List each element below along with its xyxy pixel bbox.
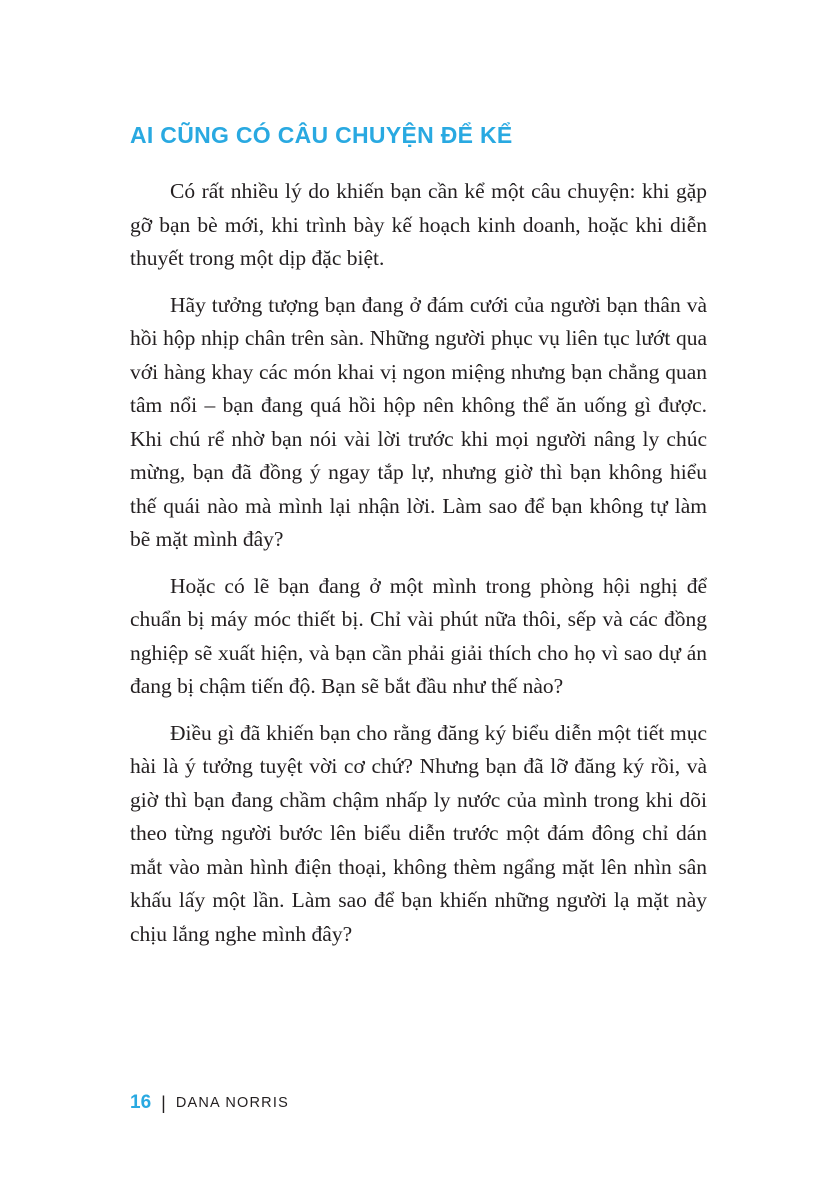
- author-name: DANA NORRIS: [175, 1095, 289, 1111]
- body-text: [130, 175, 707, 951]
- footer-separator: |: [161, 1092, 166, 1113]
- paragraph: Hoặc có lẽ bạn đang ở một mình trong phòng hội nghị để chuẩn bị máy móc thiết bị. Chỉ vài phút nữa thôi, sếp và các đồng nghiệp sẽ xuất hiện, và bạn cần phải giải thích cho họ vì sao dự án đang bị chậm tiến độ. Bạn sẽ bắt đầu như thế nào?: [130, 573, 707, 698]
- chapter-heading: AI CŨNG CÓ CÂU CHUYỆN ĐỂ KỂ: [130, 122, 513, 148]
- page-number: 16: [130, 1092, 152, 1113]
- paragraph: Hãy tưởng tượng bạn đang ở đám cưới của người bạn thân và hồi hộp nhịp chân trên sàn. Những người phục vụ liên tục lướt qua với hàng khay các món khai vị ngon miệng nhưng bạn chẳng quan tâm nổi – bạn đang quá hồi hộp nên không thể ăn uống gì được. Khi chú rể nhờ bạn nói vài lời trước khi mọi người nâng ly chúc mừng, bạn đã đồng ý ngay tắp lự, nhưng giờ thì bạn không hiểu thế quái nào mà mình lại nhận lời. Làm sao để bạn không tự làm bẽ mặt mình đây?: [130, 292, 707, 551]
- page-footer: [130, 1092, 289, 1114]
- page-content: [130, 122, 707, 964]
- paragraph: Điều gì đã khiến bạn cho rằng đăng ký biểu diễn một tiết mục hài là ý tưởng tuyệt vời cơ chứ? Nhưng bạn đã lỡ đăng ký rồi, và giờ thì bạn đang chầm chậm nhấp ly nước của mình trong khi dõi theo từng người bước lên biểu diễn trước một đám đông chỉ dán mắt vào màn hình điện thoại, không thèm ngẩng mặt lên nhìn sân khấu lấy một lần. Làm sao để bạn khiến những người lạ mặt này chịu lắng nghe mình đây?: [130, 720, 707, 946]
- paragraph: Có rất nhiều lý do khiến bạn cần kể một câu chuyện: khi gặp gỡ bạn bè mới, khi trình bày kế hoạch kinh doanh, hoặc khi diễn thuyết trong một dịp đặc biệt.: [130, 179, 707, 270]
